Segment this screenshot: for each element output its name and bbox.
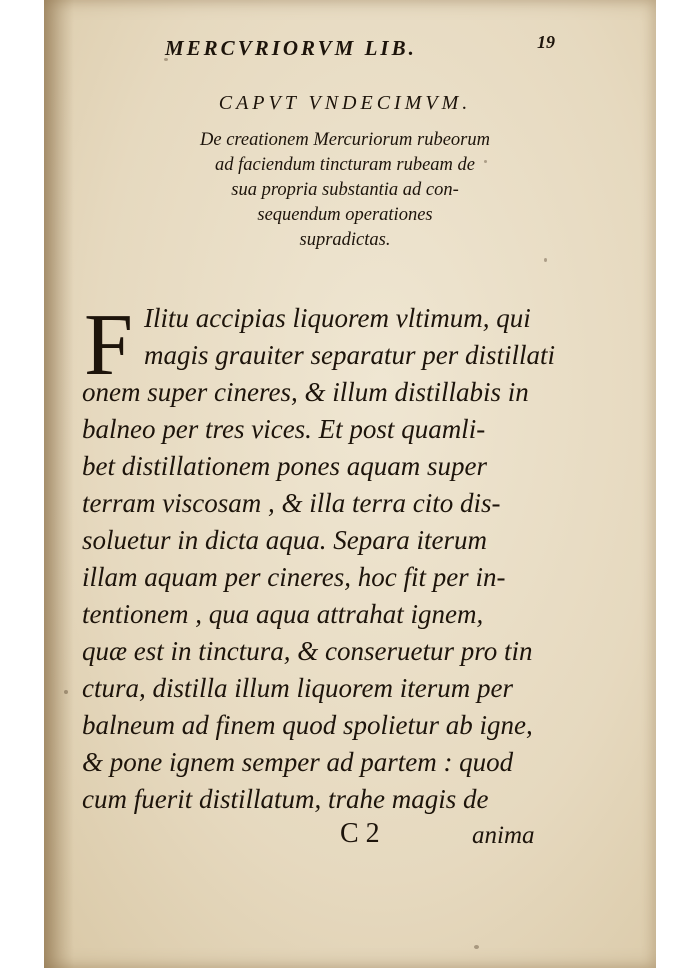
text-line: soluetur in dicta aqua. Separa iterum	[82, 525, 487, 555]
text-line: balneo per tres vices. Et post quamli-	[82, 414, 486, 444]
chapter-heading: CAPVT VNDECIMVM.	[218, 92, 472, 114]
ink-speck	[474, 945, 479, 949]
signature-mark: C 2	[340, 818, 380, 849]
text-line: illam aquam per cineres, hoc fit per in-	[82, 562, 506, 592]
ink-speck	[64, 690, 68, 694]
text-line: onem super cineres, & illum distillabis in	[82, 377, 529, 407]
text-line: quæ est in tinctura, & conseruetur pro tin	[82, 636, 533, 666]
running-title: MERCVRIORVM LIB.	[165, 36, 417, 60]
drop-cap: F	[84, 297, 133, 394]
text-line: & pone ignem semper ad partem : quod	[82, 747, 514, 777]
text-line: balneum ad finem quod spolietur ab igne,	[82, 710, 533, 740]
subtitle-line: supradictas.	[299, 230, 391, 250]
chapter-subtitle	[0, 128, 690, 253]
catchword: anima	[472, 822, 535, 849]
text-line: bet distillationem pones aquam super	[82, 451, 487, 481]
text-line: Ilitu accipias liquorem vltimum, qui	[144, 303, 531, 333]
text-line: cum fuerit distillatum, trahe magis de	[82, 784, 489, 814]
text-line: tentionem , qua aqua attrahat ignem,	[82, 599, 484, 629]
ink-speck	[544, 258, 547, 262]
subtitle-line: sequendum operationes	[257, 205, 433, 225]
body-text	[82, 297, 556, 818]
running-header	[165, 30, 585, 64]
text-line: terram viscosam , & illa terra cito dis-	[82, 488, 501, 518]
text-line: ctura, distilla illum liquorem iterum per	[82, 673, 513, 703]
text-line: magis grauiter separatur per distillati	[144, 340, 556, 370]
page-number: 19	[537, 32, 555, 52]
subtitle-line: sua propria substantia ad con-	[231, 180, 459, 200]
subtitle-line: De creationem Mercuriorum rubeorum	[200, 130, 490, 150]
subtitle-line: ad faciendum tincturam rubeam de	[215, 155, 475, 175]
